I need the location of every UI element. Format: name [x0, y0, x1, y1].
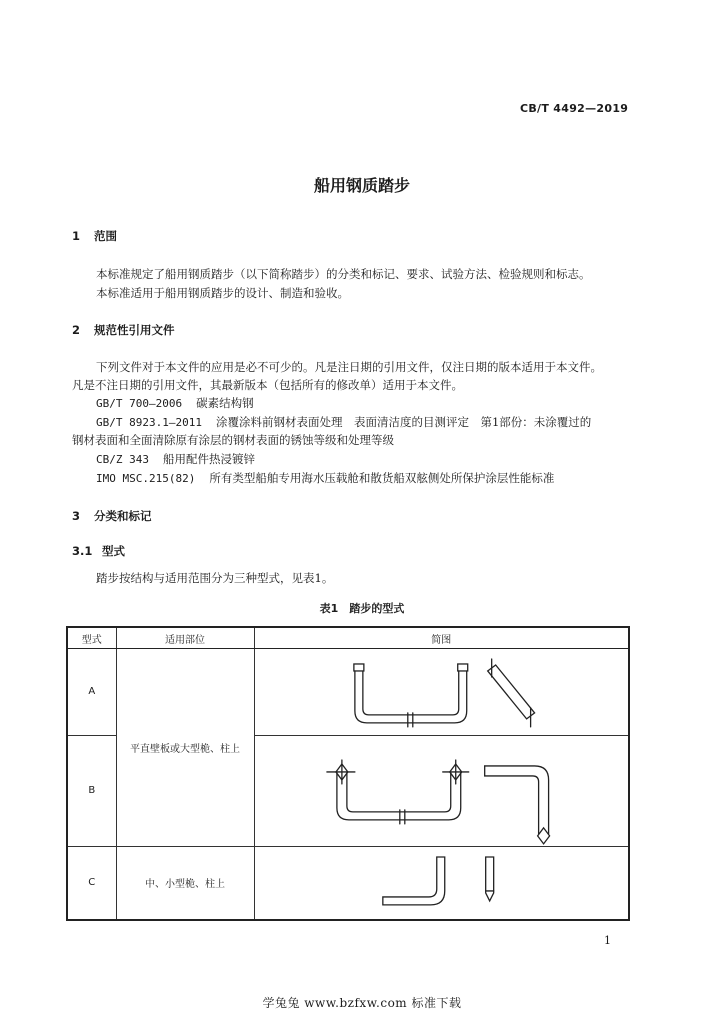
reference-title: 涂覆涂料前钢材表面处理 表面清洁度的目测评定 第1部份：未涂覆过的	[215, 415, 592, 429]
paragraph: 本标准规定了船用钢质踏步（以下简称踏步）的分类和标记、要求、试验方法、检验规则和标志。	[96, 267, 591, 281]
table-row	[67, 846, 629, 919]
document-title: 船用钢质踏步	[313, 176, 410, 195]
subsection-title: 型式	[102, 544, 126, 558]
header-usage: 适用部位	[116, 627, 254, 649]
step-type-c-figure	[255, 847, 629, 919]
header-type: 型式	[67, 627, 116, 649]
figure-cell-c	[254, 846, 629, 919]
standard-code: CB/T 4492—2019	[520, 102, 629, 115]
usage-cell: 中、小型桅、柱上	[116, 846, 254, 919]
type-cell: B	[67, 735, 116, 846]
step-type-b-figure	[255, 736, 629, 846]
table-row	[67, 649, 629, 736]
paragraph: 凡是不注日期的引用文件，其最新版本（包括所有的修改单）适用于本文件。	[72, 378, 463, 392]
reference-code: GB/T 8923.1—2011	[96, 416, 202, 429]
table-caption: 表1 踏步的型式	[319, 602, 405, 615]
paragraph: 下列文件对于本文件的应用是必不可少的。凡是注日期的引用文件，仅注日期的版本适用于本文件。	[96, 360, 602, 374]
page-number: 1	[604, 934, 611, 947]
step-type-a-figure	[255, 649, 629, 735]
type-cell: A	[67, 649, 116, 736]
reference-code: IMO MSC.215(82)	[96, 472, 196, 485]
section-title: 规范性引用文件	[94, 323, 175, 337]
section-number: 3	[72, 509, 81, 523]
subsection-number: 3.1	[72, 544, 93, 558]
section-title: 分类和标记	[94, 509, 152, 523]
usage-cell: 平直壁板或大型桅、柱上	[116, 649, 254, 847]
reference-item	[96, 395, 254, 411]
section-title: 范围	[94, 229, 118, 243]
section-number: 1	[72, 229, 81, 243]
step-types-table	[66, 626, 630, 921]
reference-title: 船用配件热浸镀锌	[162, 452, 255, 466]
reference-item	[96, 470, 554, 486]
section-3-heading	[72, 508, 152, 524]
reference-code: GB/T 700—2006	[96, 397, 183, 410]
paragraph: 踏步按结构与适用范围分为三种型式，见表1。	[96, 571, 334, 585]
table-header-row	[67, 627, 629, 649]
section-1-heading	[72, 228, 117, 244]
paragraph: 本标准适用于船用钢质踏步的设计、制造和验收。	[96, 286, 349, 300]
reference-item	[96, 414, 591, 430]
footer-watermark: 学兔兔 www.bzfxw.com 标准下载	[262, 996, 462, 1010]
figure-cell-b	[254, 735, 629, 846]
reference-title: 所有类型船舶专用海水压载舱和散货船双舷侧处所保护涂层性能标准	[209, 471, 555, 485]
section-2-heading	[72, 322, 175, 338]
header-figure: 简图	[254, 627, 629, 649]
type-cell: C	[67, 846, 116, 919]
section-number: 2	[72, 323, 81, 337]
subsection-3-1-heading	[72, 543, 125, 559]
reference-code: CB/Z 343	[96, 453, 149, 466]
reference-title: 碳素结构钢	[196, 396, 254, 410]
reference-continuation: 钢材表面和全面清除原有涂层的钢材表面的锈蚀等级和处理等级	[72, 433, 394, 447]
reference-item	[96, 451, 255, 467]
figure-cell-a	[254, 649, 629, 736]
